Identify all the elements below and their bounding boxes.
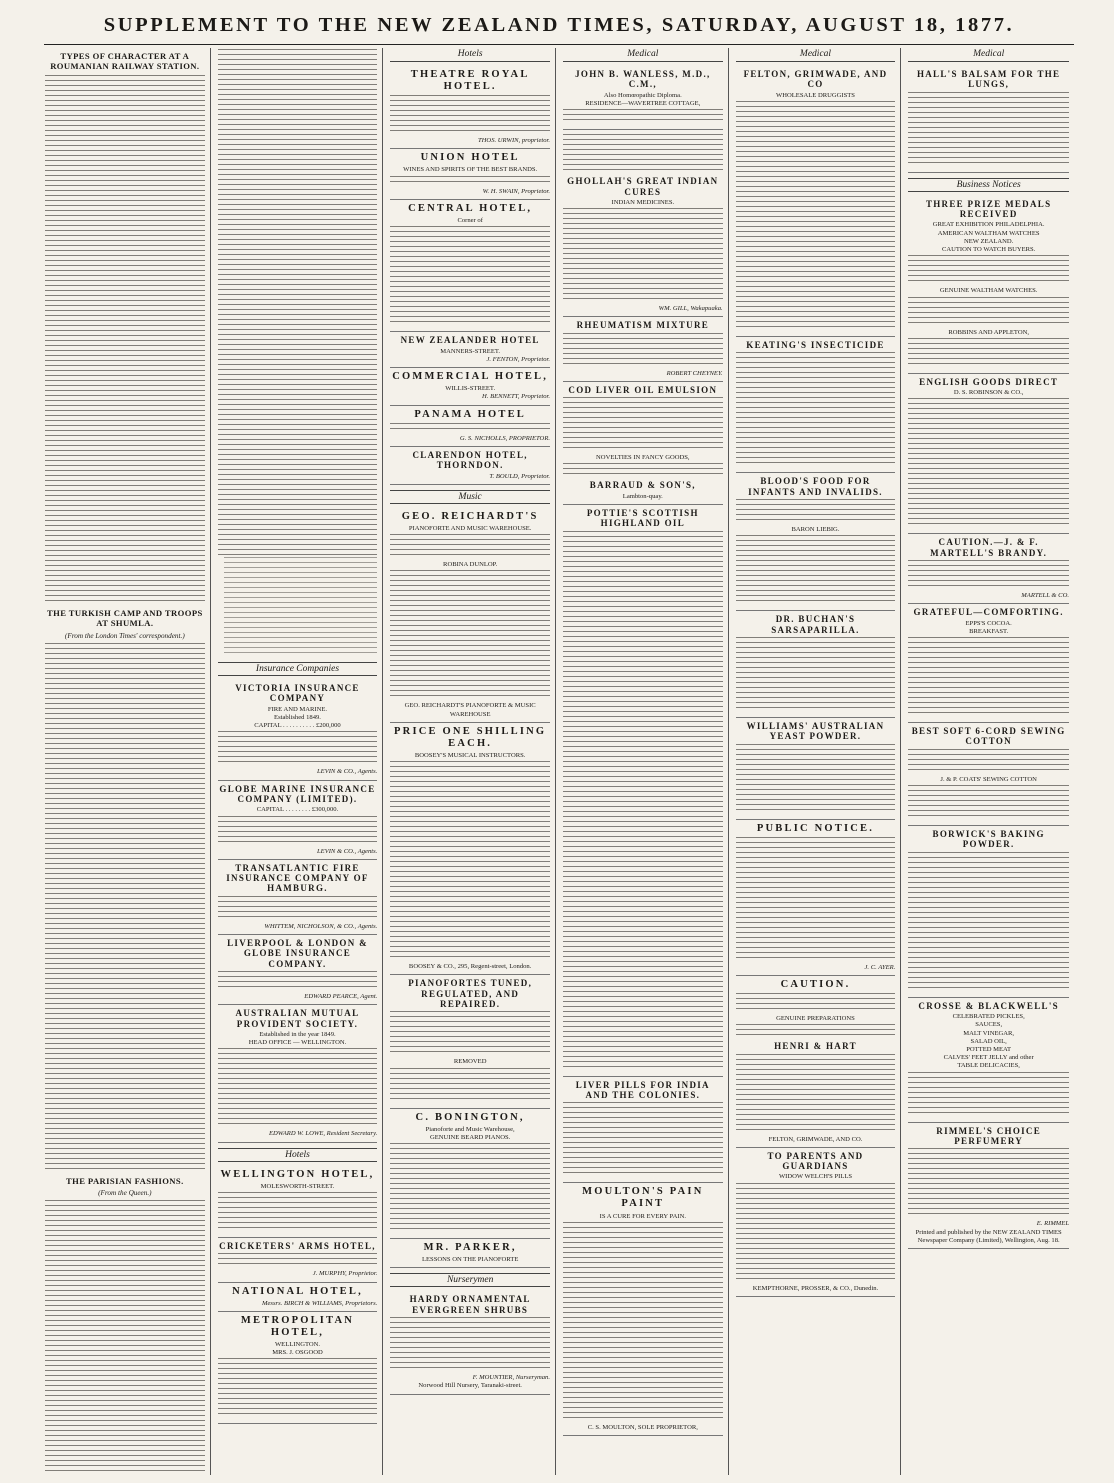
ad-line: J. C. AYER. [864, 963, 896, 971]
section-insurance: Insurance Companies [218, 662, 378, 676]
ad-text [563, 397, 723, 452]
article-sub-turkish-camp: (From the London Times' correspondent.) [64, 631, 185, 640]
ad-line: WHITTEM, NICHOLSON, & CO., Agents. [264, 922, 378, 930]
ad-line: Pianoforte and Music Warehouse, [425, 1125, 515, 1133]
article-text-railway [45, 75, 205, 605]
ad-text [218, 1358, 378, 1418]
ad-line: SAUCES, [975, 1021, 1003, 1029]
ad-title: WILLIAMS' AUSTRALIAN YEAST POWDER. [746, 720, 885, 742]
ad-title: LIVERPOOL & LONDON & GLOBE INSURANCE COMPANY. [227, 938, 368, 969]
ad-title: GEO. REICHARDT'S [401, 510, 539, 522]
ad-line: EDWARD W. LOWE, Resident Secretary. [268, 1130, 378, 1138]
ad-title: MOULTON'S PAIN PAINT [582, 1186, 704, 1210]
ad-liverpool-insurance [218, 935, 378, 1005]
ad-title: RHEUMATISM MIXTURE [576, 320, 710, 331]
ad-buchan-sarsaparilla [736, 611, 896, 718]
ad-title: THREE PRIZE MEDALS RECEIVED [925, 198, 1052, 220]
ad-line: EDWARD PEARCE, Agent. [304, 993, 378, 1001]
ad-line: ROBERT CHEYNEY. [666, 369, 723, 377]
ad-title: NATIONAL HOTEL, [232, 1285, 363, 1297]
ad-title: CENTRAL HOTEL, [408, 202, 533, 214]
ad-victoria-insurance [218, 680, 378, 781]
ad-text [908, 785, 1069, 820]
ad-metropolitan-hotel [218, 1312, 378, 1425]
ad-title: WELLINGTON HOTEL, [220, 1168, 375, 1180]
ad-text [563, 463, 723, 478]
ad-title: BLOOD'S FOOD FOR INFANTS AND INVALIDS. [748, 476, 883, 497]
ad-line: GENUINE WALTHAM WATCHES. [939, 287, 1038, 295]
ad-line: CALVES' FEET JELLY and other [943, 1054, 1034, 1062]
ad-title: HALL'S BALSAM FOR THE LUNGS, [916, 69, 1061, 90]
ad-line: INDIAN MEDICINES. [611, 198, 675, 206]
ad-crosse-blackwell [908, 998, 1069, 1123]
ad-line: BARON LIEBIG. [791, 525, 840, 533]
ad-line: Messrs. BIRCH & WILLIAMS, Proprietors. [262, 1299, 378, 1307]
ad-line: GENUINE BEARD PIANOS. [429, 1133, 511, 1141]
column-5 [735, 48, 902, 1475]
ad-text [736, 535, 896, 605]
ad-text [908, 297, 1069, 327]
ad-title: HENRI & HART [774, 1041, 857, 1052]
ad-cod-liver-oil [563, 382, 723, 505]
ad-line: MOLESWORTH-STREET. [260, 1182, 335, 1190]
ad-line: BREAKFAST. [969, 627, 1009, 635]
ad-title: CAUTION.—J. & F. MARTELL'S BRANDY. [930, 537, 1048, 558]
ad-title: PANAMA HOTEL [414, 408, 526, 420]
ad-text [390, 226, 550, 326]
ad-title: AUSTRALIAN MUTUAL PROVIDENT SOCIETY. [235, 1008, 360, 1029]
ad-line: BOOSEY & CO., 295, Regent-street, London. [408, 963, 532, 971]
ad-highland-oil [563, 505, 723, 1077]
ad-text [390, 423, 550, 433]
ad-line: WHOLESALE DRUGGISTS [776, 91, 855, 99]
ad-title: GRATEFUL—COMFORTING. [913, 607, 1064, 618]
column-6 [907, 48, 1074, 1475]
ad-line: MANNERS-STREET. [440, 347, 501, 355]
ad-pain-paint [563, 1183, 723, 1436]
ad-line: D. S. ROBINSON & CO., [953, 389, 1024, 397]
ad-text [908, 92, 1069, 167]
ad-title: FELTON, GRIMWADE, AND CO [743, 69, 888, 90]
ad-line: AMERICAN WALTHAM WATCHES [937, 229, 1040, 237]
section-medical-col6: Medical [908, 48, 1069, 62]
ad-line: EPPS'S COCOA. [965, 619, 1012, 627]
ad-martell-brandy [908, 534, 1069, 604]
ad-bloods-food [736, 473, 896, 611]
ad-text [908, 637, 1069, 717]
ad-title: JOHN B. WANLESS, M.D., C.M., [575, 69, 711, 90]
column-3 [389, 48, 556, 1475]
ad-title: CLARENDON HOTEL, THORNDON. [412, 449, 528, 471]
ad-text [736, 101, 896, 331]
ad-line: GEO. REICHARDT'S PIANOFORTE & MUSIC WAREHOUSE [404, 702, 536, 718]
ad-text [908, 852, 1069, 992]
section-medical-col4: Medical [563, 48, 723, 62]
ad-central-hotel [390, 200, 550, 332]
ad-line: W. H. SWAIN, Proprietor. [482, 187, 550, 195]
ad-line: MRS. J. OSGOOD [272, 1349, 323, 1357]
ad-pianofortes-tuned [390, 975, 550, 1108]
ad-line: PIANOFORTE AND MUSIC WAREHOUSE. [408, 524, 532, 532]
ad-title: BARRAUD & SON'S, [589, 480, 696, 491]
ad-text [390, 1011, 550, 1056]
ad-text [390, 761, 550, 961]
ad-ghollah-cures [563, 130, 723, 317]
ad-commercial-hotel [390, 368, 550, 406]
article-heading-turkish-camp: THE TURKISH CAMP AND TROOPS AT SHUMLA. [47, 607, 203, 628]
ad-title: KEATING'S INSECTICIDE [746, 339, 885, 350]
ad-text [563, 1222, 723, 1422]
ad-line: J. MURPHY, Proprietor. [312, 1270, 378, 1278]
ad-public-notice [736, 820, 896, 976]
ad-line: HEAD OFFICE — WELLINGTON. [248, 1039, 347, 1047]
ad-line: Established 1849. [274, 713, 321, 721]
article-text-fashions [45, 1200, 205, 1475]
ad-national-hotel [218, 1283, 378, 1312]
ad-line: SALAD OIL, [970, 1037, 1007, 1045]
ad-title: PIANOFORTES TUNED, REGULATED, AND REPAIRED. [408, 978, 533, 1010]
ad-title: VICTORIA INSURANCE COMPANY [235, 683, 360, 704]
ad-text [218, 1192, 378, 1232]
ad-text [908, 749, 1069, 774]
ad-title: CRICKETERS' ARMS HOTEL, [219, 1241, 376, 1251]
ad-line: WIDOW WELCH'S PILLS [778, 1173, 853, 1181]
ad-line: FELTON, GRIMWADE, AND CO. [768, 1135, 863, 1143]
ad-text [218, 971, 378, 991]
section-music: Music [390, 490, 550, 504]
ad-text [218, 1253, 378, 1268]
ad-line: LEVIN & CO., Agents. [317, 847, 378, 855]
ad-title: ENGLISH GOODS DIRECT [919, 376, 1059, 387]
ad-title: THEATRE ROYAL HOTEL. [410, 69, 530, 93]
ad-text [736, 744, 896, 814]
ad-felton-grimwade [736, 66, 896, 337]
ad-transatlantic-insurance [218, 860, 378, 935]
ad-line: Norwood Hill Nursery, Taranaki-street. [418, 1382, 522, 1390]
ad-caution [736, 976, 896, 1148]
ad-yeast-powder [736, 718, 896, 820]
anecdote-text [224, 557, 378, 657]
section-hotels: Hotels [218, 1148, 378, 1162]
ad-text [736, 1054, 896, 1134]
ad-keating-insecticide [736, 337, 896, 473]
ad-text [390, 176, 550, 186]
ad-clarendon-hotel [390, 447, 550, 485]
ad-title: RIMMEL'S CHOICE PERFUMERY [936, 1125, 1042, 1147]
ad-epps-cocoa [908, 604, 1069, 723]
ad-line: C. S. MOULTON, SOLE PROPRIETOR, [587, 1423, 698, 1431]
ad-union-hotel [390, 149, 550, 200]
ad-line: POTTED MEAT [966, 1045, 1012, 1053]
ad-text [736, 352, 896, 467]
ad-line: CAUTION TO WATCH BUYERS. [941, 246, 1036, 254]
ad-liver-pills [563, 1077, 723, 1184]
ad-dr-wanless [563, 66, 723, 130]
ad-text [736, 837, 896, 962]
ad-text [736, 993, 896, 1013]
ad-line: H. BENNETT, Proprietor. [482, 393, 550, 401]
ad-title: CAUTION. [780, 978, 851, 990]
ad-line: WM. GILL, Wakapuaka. [658, 305, 723, 313]
ad-title: COMMERCIAL HOTEL, [392, 371, 549, 382]
ad-text [563, 531, 723, 1071]
ad-theatre-royal-hotel [390, 66, 550, 149]
ad-title: COD LIVER OIL EMULSION [568, 384, 718, 395]
ad-line: WELLINGTON. [274, 1341, 321, 1348]
article-heading-railway: TYPES OF CHARACTER AT A ROUMANIAN RAILWAY STATION. [50, 51, 200, 71]
ad-text [908, 560, 1069, 590]
masthead: SUPPLEMENT TO THE NEW ZEALAND TIMES, SATURDAY, AUGUST 18, 1877. [44, 0, 1074, 45]
ad-amp-society [218, 1005, 378, 1142]
ad-text [563, 134, 723, 174]
ad-text [908, 1148, 1069, 1218]
ad-title: DR. BUCHAN'S SARSAPARILLA. [771, 614, 860, 635]
ad-line: Printed and published by the NEW ZEALAND TIMES Newspaper Company (Limited), Wellington, Aug. 18. [915, 1228, 1062, 1244]
ad-title: HARDY ORNAMENTAL EVERGREEN SHRUBS [409, 1294, 531, 1315]
ad-line: F. MOUNTIER, Nurseryman. [472, 1374, 550, 1382]
ad-line: Also Homœopathic Diploma. [603, 91, 682, 99]
ad-text [736, 1183, 896, 1283]
section-business-notices: Business Notices [908, 178, 1069, 192]
ad-title: PUBLIC NOTICE. [756, 822, 875, 834]
ad-hardy-shrubs [390, 1291, 550, 1394]
ad-line: CAPITAL . . . . . . . . . . £200,000 [254, 722, 341, 730]
ad-line: Corner of [457, 216, 483, 224]
section-medical-col5: Medical [736, 48, 896, 62]
ad-line: J. & P. COATS' SEWING COTTON [940, 775, 1037, 783]
ad-line: THOS. URWIN, proprietor. [478, 137, 550, 145]
ad-line: FIRE AND MARINE. [267, 705, 328, 713]
ad-line: BOOSEY'S MUSICAL INSTRUCTORS. [414, 751, 526, 759]
ad-text [563, 109, 723, 124]
ad-new-zealander-hotel [390, 332, 550, 368]
ad-line: GENUINE PREPARATIONS [776, 1014, 855, 1022]
ad-line: GREAT EXHIBITION PHILADELPHIA. [932, 221, 1045, 229]
ad-line: CELEBRATED PICKLES, [952, 1013, 1025, 1021]
ad-text [736, 637, 896, 712]
ad-title: C. BONINGTON, [415, 1111, 525, 1123]
column-1 [44, 48, 211, 1475]
ad-text [908, 398, 1069, 528]
ad-sewing-cotton [908, 723, 1069, 826]
ad-line: TABLE DELICACIES, [957, 1062, 1020, 1070]
ad-text [563, 208, 723, 303]
ad-text [390, 95, 550, 135]
ad-line: WINES AND SPIRITS OF THE BEST BRANDS. [403, 166, 538, 174]
ad-text [390, 570, 550, 700]
ad-boosey-instructors [390, 723, 550, 976]
ad-text [218, 816, 378, 846]
ad-line: NOVELTIES IN FANCY GOODS, [596, 454, 690, 462]
article-heading-fashions: THE PARISIAN FASHIONS. [66, 1175, 184, 1186]
ad-widow-welch [736, 1148, 896, 1297]
ad-line: KEMPTHORNE, PROSSER, & CO., Dunedin. [752, 1284, 879, 1292]
ad-title: GHOLLAH'S GREAT INDIAN CURES [567, 176, 719, 197]
ad-line: T. BOULD, Proprietor. [489, 472, 550, 480]
article-text-turkish-camp [45, 643, 205, 1173]
ad-line: NEW ZEALAND. [964, 237, 1014, 245]
ad-line: ROBINA DUNLOP. [443, 561, 498, 569]
ad-line: LEVIN & CO., Agents. [317, 768, 378, 776]
ad-title: MR. PARKER, [423, 1242, 517, 1254]
ad-line: IS A CURE FOR EVERY PAIN. [599, 1212, 686, 1220]
ad-title: TRANSATLANTIC FIRE INSURANCE COMPANY OF HAMBURG. [226, 862, 369, 894]
ad-globe-insurance [218, 781, 378, 860]
ad-line: Established in the year 1849. [259, 1031, 336, 1038]
ad-title: POTTIE'S SCOTTISH HIGHLAND OIL [586, 508, 699, 529]
ad-borwick-baking-powder [908, 826, 1069, 998]
ad-title: PRICE ONE SHILLING EACH. [394, 725, 547, 749]
ad-title: NEW ZEALANDER HOTEL [400, 335, 540, 346]
ad-text [390, 1317, 550, 1372]
article-sub-fashions: (From the Queen.) [98, 1189, 152, 1198]
ad-line: WILLIS-STREET. [445, 385, 496, 393]
ad-rheumatism-mixture [563, 317, 723, 382]
ad-text [563, 333, 723, 368]
ad-title: TO PARENTS AND GUARDIANS [767, 1150, 864, 1172]
ad-title: GLOBE MARINE INSURANCE COMPANY (LIMITED). [219, 783, 376, 804]
ad-text [218, 1048, 378, 1128]
ad-text [908, 338, 1069, 368]
column-4 [562, 48, 729, 1475]
ad-line: G. S. NICHOLLS, PROPRIETOR. [459, 434, 550, 442]
ad-text [390, 1143, 550, 1233]
ad-title: METROPOLITAN HOTEL, [240, 1314, 355, 1338]
ad-line: E. RIMMEL [1036, 1220, 1069, 1228]
ad-text [218, 731, 378, 766]
ad-line: MARTELL & CO. [1021, 592, 1069, 600]
ad-line: CAPITAL . . . . . . . . £300,000. [256, 806, 339, 814]
section-nurserymen: Nurserymen [390, 1273, 550, 1287]
ad-line: MALT VINEGAR, [963, 1029, 1015, 1037]
ad-title: CROSSE & BLACKWELL'S [918, 1000, 1059, 1011]
ad-text [736, 499, 896, 524]
ad-line: LESSONS ON THE PIANOFORTE [421, 1256, 519, 1264]
ad-panama-hotel [390, 406, 550, 447]
ad-line: Lambton-quay. [622, 492, 663, 500]
ad-text [908, 1072, 1069, 1117]
ad-title: BEST SOFT 6-CORD SEWING COTTON [911, 726, 1066, 747]
ad-line: ROBBINS AND APPLETON, [948, 328, 1029, 336]
ad-text [736, 1024, 896, 1039]
ad-text [908, 255, 1069, 285]
ad-english-goods [908, 374, 1069, 535]
columns [44, 48, 1074, 1475]
ad-text [563, 1102, 723, 1177]
ad-bonington [390, 1109, 550, 1240]
ad-halls-balsam [908, 66, 1069, 173]
column-2 [217, 48, 384, 1475]
ad-wellington-hotel [218, 1166, 378, 1238]
ad-cricketers-arms [218, 1238, 378, 1283]
ad-title: UNION HOTEL [420, 152, 520, 164]
ad-text [390, 534, 550, 559]
ad-title: LIVER PILLS FOR INDIA AND THE COLONIES. [575, 1079, 710, 1101]
ad-mr-parker [390, 1239, 550, 1268]
section-hotels-col3: Hotels [390, 48, 550, 62]
ad-waltham-watches [908, 196, 1069, 374]
ad-title: BORWICK'S BAKING POWDER. [932, 829, 1045, 850]
ad-line: REMOVED [453, 1058, 487, 1066]
ad-line: RESIDENCE—WAVERTREE COTTAGE, [585, 99, 701, 107]
ad-reichardt-pianos [390, 508, 550, 723]
ad-rimmel-perfumery [908, 1123, 1069, 1249]
article-text-continued [218, 49, 378, 555]
ad-text [390, 1068, 550, 1103]
ad-line: J. FENTON, Proprietor. [486, 355, 550, 363]
ad-text [218, 896, 378, 921]
